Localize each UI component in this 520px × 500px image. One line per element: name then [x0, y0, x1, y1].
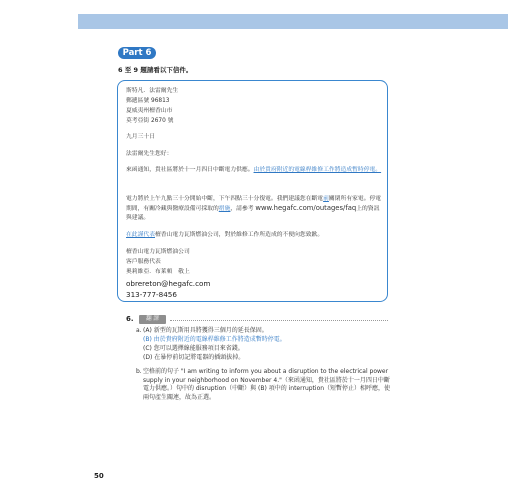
option-c: (C) 您可以選擇線能服務項目來省錢。 [143, 345, 244, 352]
option-b: (B) 由於貴府附近的電線桿維修工作將造成暫時停電。 [143, 336, 286, 343]
instruction: 6 至 9 題請看以下信件。 [118, 66, 193, 74]
recipient-city: 夏威夷州檀香山市 [126, 108, 173, 114]
answer-blank-8: 措施 [218, 206, 231, 212]
paragraph-2: 電力將於上午九點三十分開始中斷，下午四點三十分復電。我們建議您在斷電前關閉所有家電。停電期間，有關冷藏與醫療設備可採取的措施，請參考 www.hegafc.com/outages/faq上的資訊與建議。 [126, 196, 382, 221]
option-group-label: a. [136, 327, 142, 334]
question-number: 6. [126, 315, 134, 323]
option-a: (A) 新型的瓦斯用具將獲得三個月的延長保固。 [143, 327, 268, 334]
answer-blank-9: 在此謹代表 [126, 232, 155, 238]
paragraph-3: 在此謹代表檀香山電力瓦斯燃油公司，對於維修工作所造成的不便向您致歉。 [126, 232, 324, 238]
page-number: 50 [94, 472, 104, 480]
header-band [78, 14, 508, 29]
explanation: 空格前的句子 "I am writing to inform you about a disruption to the electrical power supply in your neighborhood on November 4."（來函通知，貴社區將於十一月四日中斷電力供應。）句中的 disruption（中斷）與 (B) 項中的 interruption（短暫停止）相呼應，使兩句產生關連，故為正選。 [143, 368, 391, 401]
paragraph-1: 來函通知，貴社區將於十一月四日中斷電力供應。由於貴府附近的電線桿維修工作將造成暫時停電。 [126, 167, 382, 173]
faq-url: www.hegafc.com/outages/faq [255, 204, 357, 212]
salutation: 法雷爾先生您好： [126, 151, 173, 157]
signature-phone: 313-777-8456 [126, 290, 177, 299]
recipient-postal: 郵遞區號 96813 [126, 98, 170, 104]
answer-blank-7: 前 [323, 196, 329, 202]
signature-company: 檀香山電力瓦斯燃油公司 [126, 249, 190, 255]
recipient-name: 斯特凡．法雷爾先生 [126, 88, 179, 94]
explanation-label: b. [136, 368, 142, 375]
dotted-divider [170, 320, 388, 321]
signature-email: obrereton@hegafc.com [126, 279, 211, 288]
recipient-street: 莫考亞街 2670 號 [126, 118, 174, 124]
signature-name: 奧莉維亞．布萊頓 敬上 [126, 269, 190, 275]
answer-blank-6: 由於貴府附近的電線桿維修工作將造成暫時停電。 [253, 167, 382, 173]
letter-date: 九月三十日 [126, 134, 155, 140]
option-d: (D) 在暴停前切記將電器的插頭拔掉。 [143, 354, 245, 361]
part-badge: Part 6 [118, 47, 156, 59]
translation-tag: 翻 譯 [139, 315, 166, 324]
signature-title: 客戶服務代表 [126, 259, 161, 265]
